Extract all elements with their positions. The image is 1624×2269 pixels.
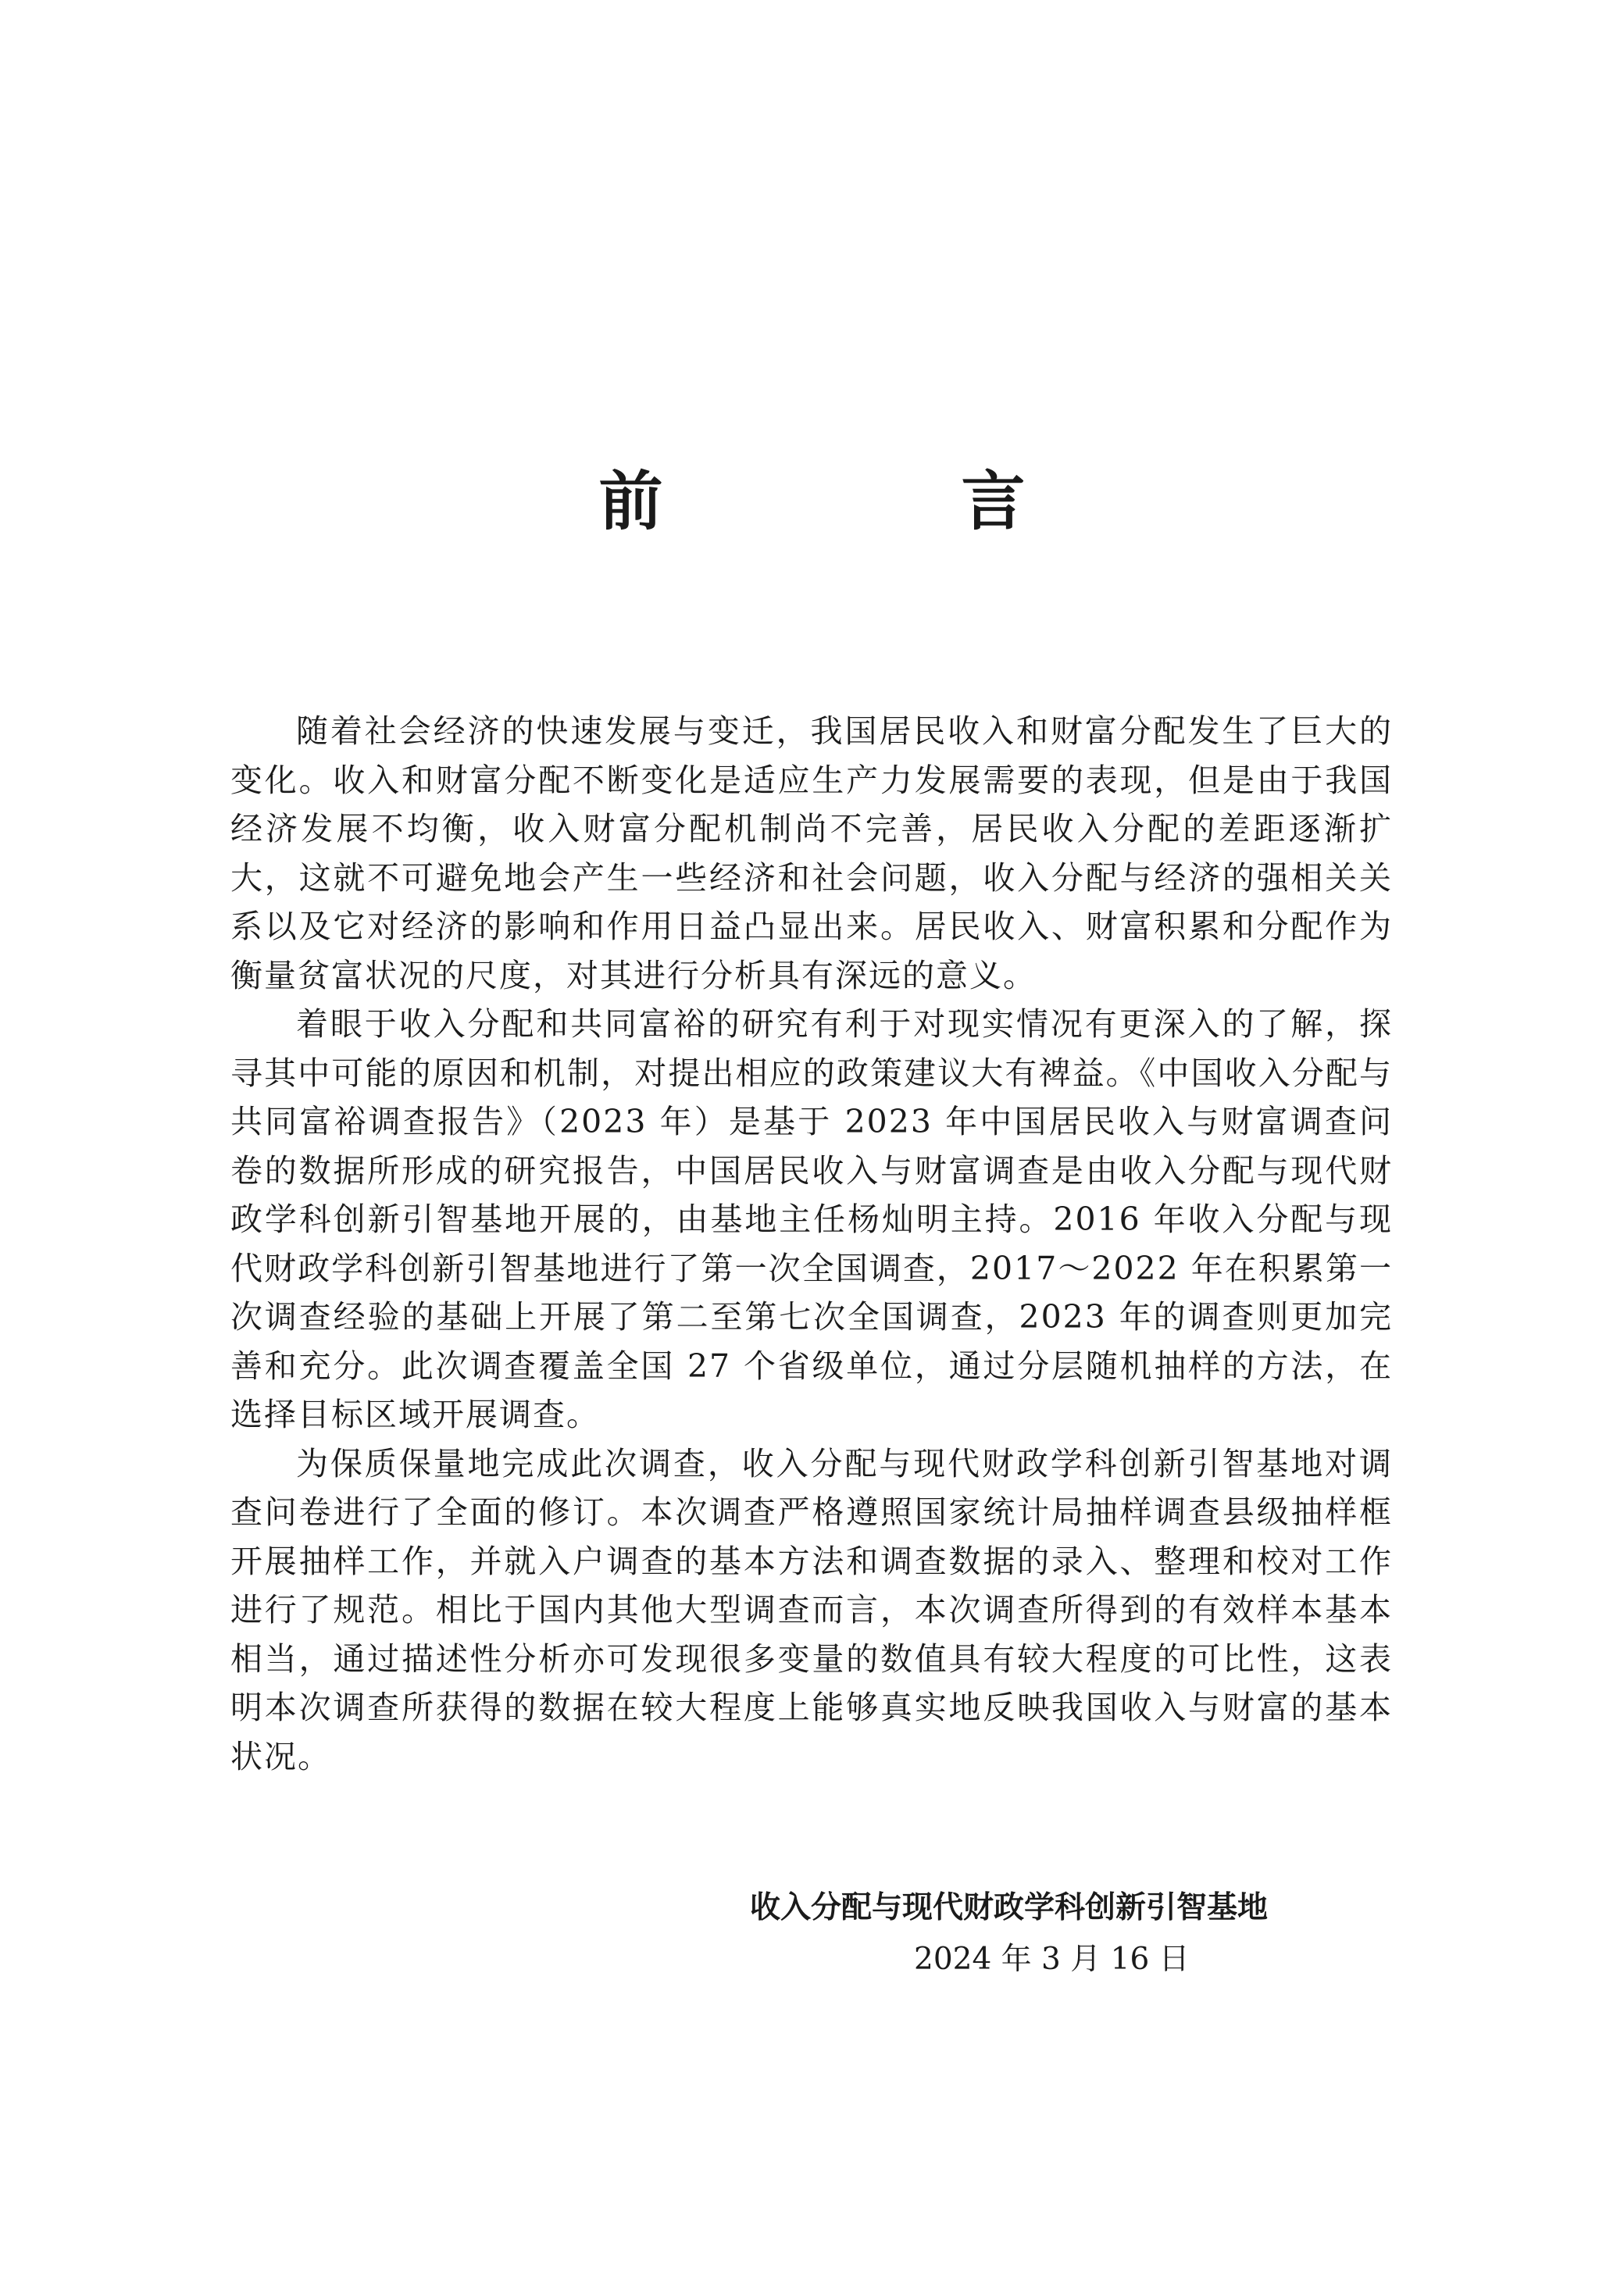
signature-block (750, 1882, 1390, 1985)
preface-body (230, 707, 1393, 1781)
paragraph-1: 随着社会经济的快速发展与变迁，我国居民收入和财富分配发生了巨大的变化。收入和财富分配不断变化是适应生产力发展需要的表现，但是由于我国经济发展不均衡，收入财富分配机制尚不完善，居民收入分配的差距逐渐扩大，这就不可避免地会产生一些经济和社会问题，收入分配与经济的强相关关系以及它对经济的影响和作用日益凸显出来。居民收入、财富积累和分配作为衡量贫富状况的尺度，对其进行分析具有深远的意义。 (230, 712, 1393, 994)
signature-date: 2024 年 3 月 16 日 (914, 1942, 1190, 1977)
page-title: 前 言 (598, 465, 1143, 539)
signature-organization: 收入分配与现代财政学科创新引智基地 (750, 1890, 1269, 1925)
paragraph-3: 为保质保量地完成此次调查，收入分配与现代财政学科创新引智基地对调查问卷进行了全面的修订。本次调查严格遵照国家统计局抽样调查县级抽样框开展抽样工作，并就入户调查的基本方法和调查数据的录入、整理和校对工作进行了规范。相比于国内其他大型调查而言，本次调查所得到的有效样本基本相当，通过描述性分析亦可发现很多变量的数值具有较大程度的可比性，这表明本次调查所获得的数据在较大程度上能够真实地反映我国收入与财富的基本状况。 (230, 1444, 1393, 1775)
paragraph-2: 着眼于收入分配和共同富裕的研究有利于对现实情况有更深入的了解，探寻其中可能的原因和机制，对提出相应的政策建议大有裨益。《中国收入分配与共同富裕调查报告》（2023 年）是基于 2023 年中国居民收入与财富调查问卷的数据所形成的研究报告，中国居民收入与财富调查是由收入分配与现代财政学科创新引智基地开展的，由基地主任杨灿明主持。2016 年收入分配与现代财政学科创新引智基地进行了第一次全国调查，2017～2022 年在积累第一次调查经验的基础上开展了第二至第七次全国调查，2023 年的调查则更加完善和充分。此次调查覆盖全国 27 个省级单位，通过分层随机抽样的方法，在选择目标区域开展调查。 (230, 1005, 1393, 1433)
